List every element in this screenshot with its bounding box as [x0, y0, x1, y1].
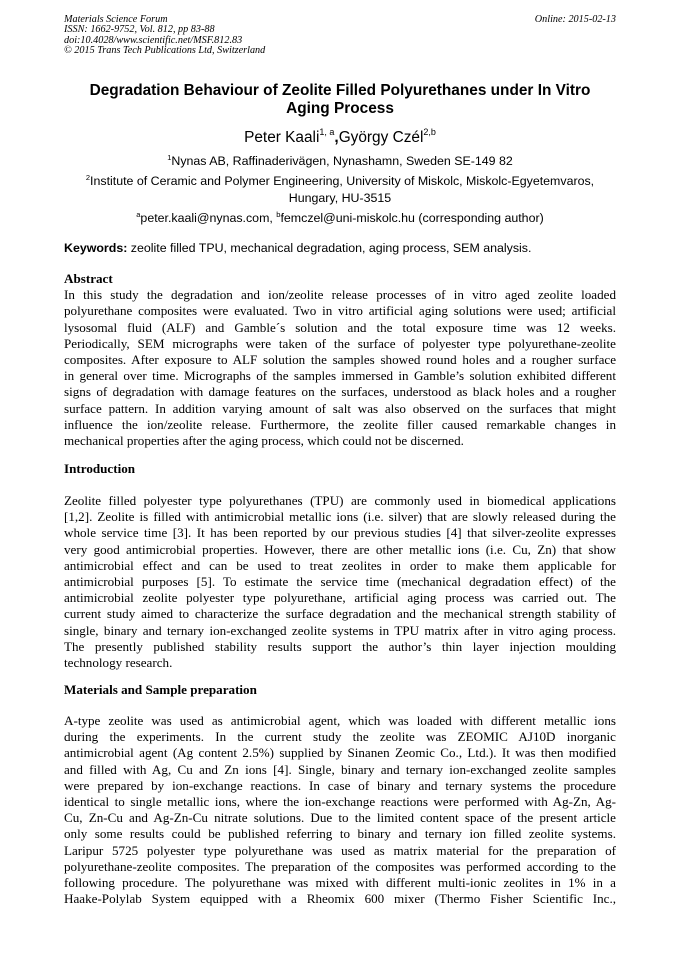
affiliation-2-superscript: 2: [85, 173, 91, 182]
materials-line: Haake-Polylab System equipped with a Rheomix 600 mixer (Thermo Fisher Scientific Inc.,: [64, 891, 616, 907]
keywords: [64, 240, 616, 256]
materials-line: polyurethane-zeolite composites. The preparation of the composites was performed according to the: [64, 858, 616, 874]
materials-line: Laripur 5725 polyester type polyurethane was used as matrix material for the preparation of: [64, 842, 616, 858]
introduction-body: [64, 493, 616, 671]
email-b-superscript: b: [276, 210, 281, 219]
title-line-1: Degradation Behaviour of Zeolite Filled Polyurethanes under In Vitro: [89, 82, 591, 99]
abstract-line: composites. After exposure to ALF solution the samples showed round holes and a rougher surface: [64, 351, 616, 367]
introduction-line: technology research.: [64, 654, 173, 670]
email-b: femczel@uni-miskolc.hu (corresponding author): [280, 211, 544, 225]
author-separator: ,: [334, 129, 339, 146]
introduction-line: single, binary and ternary ion-exchanged zeolite systems in TPU matrix after in vitro aging process.: [64, 622, 616, 638]
materials-line: during the experiments. In the current study the zeolite was ZEOMIC AJ10D inorganic: [64, 729, 616, 745]
affiliation-1-text: Nynas AB, Raffinaderivägen, Nynashamn, Sweden SE-149 82: [171, 154, 513, 168]
abstract-line: mechanical properties after the aging process, which could not be discerned.: [64, 432, 464, 448]
introduction-line: whole service time [3]. It has been reported by our previous studies [4] that silver-zeolite expresses: [64, 525, 616, 541]
abstract-line: lysosomal fluid (ALF) and Gamble´s solution and the total exposure time was 12 weeks.: [64, 319, 616, 335]
introduction-heading: Introduction: [64, 461, 136, 476]
abstract-line: polyurethane composites were evaluated. Two in vitro artificial aging solutions were used; artificial: [64, 303, 616, 319]
keywords-label: Keywords:: [64, 241, 128, 255]
email-a-superscript: a: [136, 210, 141, 219]
abstract-line: influence the ion/zeolite release. Furthermore, the zeolite filler caused remarkable changes in: [64, 416, 616, 432]
doi-line: doi:10.4028/www.scientific.net/MSF.812.83: [64, 34, 243, 46]
introduction-line: current study aimed to characterize the surface degradation and the mechanical strength stability of: [64, 606, 616, 622]
abstract-line: in general over time. Micrographs of the samples immersed in Gamble’s solution exhibited different: [64, 368, 616, 384]
materials-heading: Materials and Sample preparation: [64, 682, 257, 697]
materials-line: were prepared by ion-exchange reactions. In case of binary and ternary systems the procedure: [64, 777, 616, 793]
materials-line: and filled with Ag, Cu and Zn ions [4]. Single, binary and ternary ion-exchanged zeolite samples: [64, 761, 616, 777]
introduction-line: Zeolite filled polyester type polyurethanes (TPU) are commonly used in biomedical applications: [64, 493, 616, 508]
introduction-line: The presently published stability results support the author’s thin layer injection moulding: [64, 638, 616, 654]
email-line: [64, 206, 616, 227]
issn-line: ISSN: 1662-9752, Vol. 812, pp 83-88: [64, 24, 215, 36]
author-2-name: György Czél: [338, 129, 424, 146]
journal-header: [64, 15, 616, 57]
materials-line: antimicrobial agent (Ag content 2.5%) supplied by Sinanen Zeomic Co., Ltd.). It was then modified: [64, 745, 616, 761]
email-a: peter.kaali@nynas.com,: [140, 211, 277, 225]
introduction-line: very good antimicrobial properties. However, there are other metallic ions (i.e. Cu, Zn) that show: [64, 541, 616, 557]
online-date: Online: 2015-02-13: [534, 14, 616, 25]
title-line-2: Aging Process: [286, 100, 394, 117]
abstract-heading: Abstract: [64, 271, 113, 286]
introduction-section: [64, 461, 616, 477]
paper-title: [64, 82, 616, 118]
affiliation-2-line-2: Hungary, HU-3515: [288, 191, 392, 205]
materials-line: identical to single metallic ions, where the ion-exchange reactions were performed with Ag-Zn, Ag-: [64, 793, 616, 809]
introduction-line: antimicrobial effect and can be used to treat zeolites in order to make them applicable for: [64, 557, 616, 573]
abstract-line: signs of degradation with damage features on the surfaces, understood as black holes and a rougher: [64, 384, 616, 400]
author-1-superscript: 1, a: [319, 127, 335, 137]
keywords-text: zeolite filled TPU, mechanical degradation, aging process, SEM analysis.: [127, 241, 532, 255]
abstract-line: Periodically, SEM micrographs were taken of the surface of polyester type polyurethane-zeolite: [64, 335, 616, 351]
journal-name: Materials Science Forum: [64, 14, 168, 25]
affiliation-1: [64, 149, 616, 170]
introduction-line: antimicrobial zeolite polyester type polyurethane, artificial aging process was carried out. The: [64, 590, 616, 606]
copyright-line: © 2015 Trans Tech Publications Ltd, Switzerland: [64, 45, 266, 57]
materials-section: [64, 682, 616, 698]
abstract-line: surface pattern. In addition varying amount of salt was also observed on the surfaces that might: [64, 400, 616, 416]
author-2-superscript: 2,b: [423, 127, 436, 137]
materials-body: [64, 713, 616, 907]
materials-line: Cu, Zn-Cu and Ag-Zn-Cu nitrate solutions. Due to the limited content space of the present article: [64, 810, 616, 826]
materials-line: A-type zeolite was used as antimicrobial agent, which was loaded with different metallic ions: [64, 713, 616, 728]
affiliation-2-line-1: Institute of Ceramic and Polymer Engineering, University of Miskolc, Miskolc-Egyetemvaros,: [90, 174, 595, 188]
affiliation-1-superscript: 1: [167, 153, 172, 162]
materials-line: only some results could be published referring to binary and ternary ion filled zeolite systems.: [64, 826, 616, 842]
abstract-line: In this study the degradation and ion/zeolite release processes of in vitro aged zeolite loaded: [64, 287, 616, 303]
introduction-line: [1,2]. Zeolite is filled with antimicrobial metallic ions (i.e. silver) that are slowly released during the: [64, 509, 616, 525]
materials-line: following procedure. The polyurethane was mixed with different multi-ionic zeolites in 1% in a: [64, 874, 616, 890]
abstract-section: [64, 271, 616, 449]
author-1-name: Peter Kaali: [244, 129, 320, 146]
author-list: [64, 123, 616, 147]
affiliation-2: [64, 169, 616, 207]
introduction-line: antimicrobial purposes [5]. To estimate the service time (mechanical degradation effect) of the: [64, 573, 616, 589]
